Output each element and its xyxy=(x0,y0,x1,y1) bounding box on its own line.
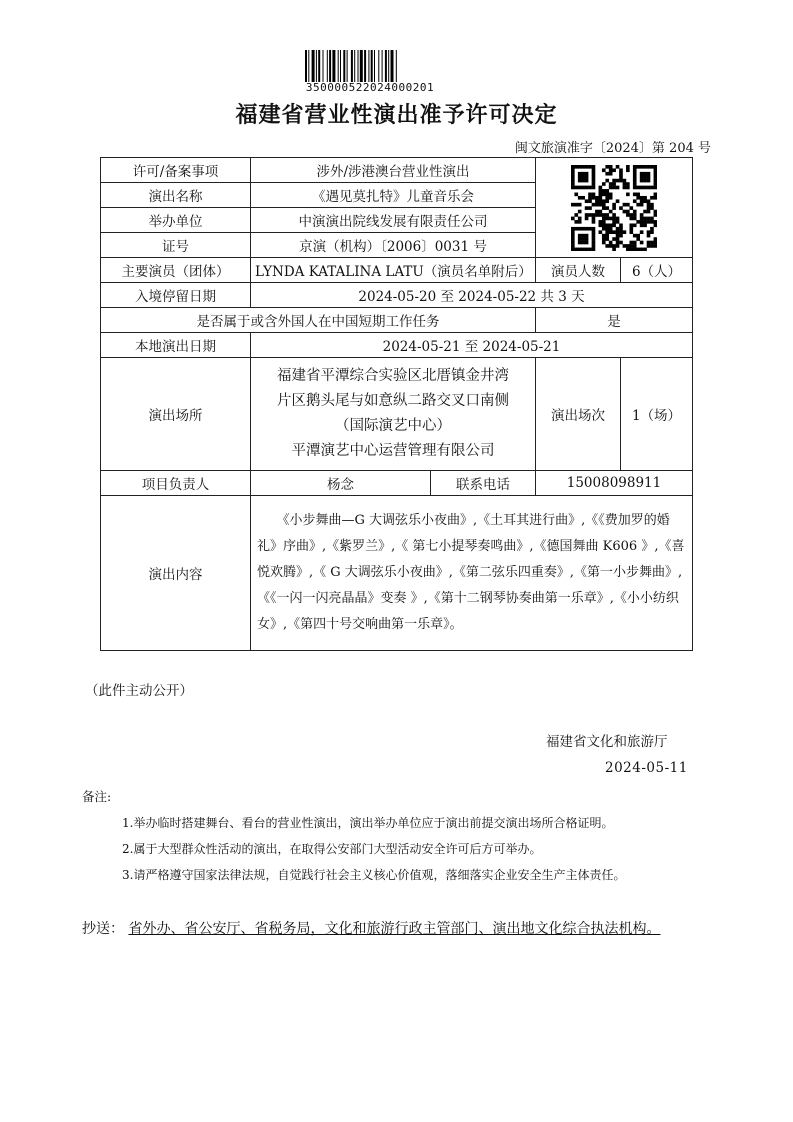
row-short-term xyxy=(101,308,693,333)
permit-table xyxy=(100,157,693,651)
venue-line: 片区鹅头尾与如意纵二路交叉口南侧 xyxy=(277,393,509,409)
venue-line: （国际演艺中心） xyxy=(335,418,451,434)
short-term-answer: 是 xyxy=(536,308,693,333)
short-term-question: 是否属于或含外国人在中国短期工作任务 xyxy=(101,308,536,333)
row-stay-dates xyxy=(101,283,693,308)
show-name-value: 《遇见莫扎特》儿童音乐会 xyxy=(251,183,536,208)
venue-value xyxy=(251,358,536,471)
sessions-value: 1（场） xyxy=(621,358,693,471)
organizer-value: 中演演出院线发展有限责任公司 xyxy=(251,208,536,233)
manager-label: 项目负责人 xyxy=(101,471,251,496)
local-dates-label: 本地演出日期 xyxy=(101,333,251,358)
show-name-label: 演出名称 xyxy=(101,183,251,208)
document-title: 福建省营业性演出准予许可决定 xyxy=(235,103,558,128)
note-item: 2.属于大型群众性活动的演出，在取得公安部门大型活动安全许可后方可举办。 xyxy=(122,842,542,856)
row-local-dates xyxy=(101,333,693,358)
venue-line: 平潭演艺中心运营管理有限公司 xyxy=(291,443,495,459)
certificate-value: 京演（机构）〔2006〕0031 号 xyxy=(251,233,536,258)
phone-label: 联系电话 xyxy=(431,471,536,496)
performer-count-value: 6（人） xyxy=(621,258,693,283)
stay-dates-label: 入境停留日期 xyxy=(101,283,251,308)
performers-value: LYNDA KATALINA LATU（演员名单附后） xyxy=(251,258,536,283)
performers-label: 主要演员（团体） xyxy=(101,258,251,283)
content-label: 演出内容 xyxy=(101,496,251,651)
notes-label: 备注: xyxy=(82,789,112,804)
content-value: 《小步舞曲—G 大调弦乐小夜曲》,《土耳其进行曲》,《《费加罗的婚礼》序曲》,《紫罗兰》,《 第七小提琴奏鸣曲》,《德国舞曲 K606 》,《喜悦欢腾》,《 G 大调弦乐小夜曲》,《第二弦乐四重奏》,《第一小步舞曲》,《《一闪一闪亮晶晶》变奏 》,《第十二钢琴协奏曲第一乐章》,《小小纺织女》,《第四十号交响曲第一乐章》。 xyxy=(251,496,693,651)
row-content xyxy=(101,496,693,651)
performer-count-label: 演员人数 xyxy=(536,258,621,283)
note-item: 1.举办临时搭建舞台、看台的营业性演出，演出举办单位应于演出前提交演出场所合格证明。 xyxy=(122,816,614,830)
license-type-value: 涉外/涉港澳台营业性演出 xyxy=(251,158,536,183)
issue-date: 2024-05-11 xyxy=(605,760,688,776)
license-type-label: 许可/备案事项 xyxy=(101,158,251,183)
cc-block xyxy=(82,917,714,941)
qr-code-icon xyxy=(571,165,657,251)
row-license-type xyxy=(101,158,693,183)
cc-value: 省外办、省公安厅、省税务局，文化和旅游行政主管部门、演出地文化综合执法机构。 xyxy=(128,921,661,937)
certificate-label: 证号 xyxy=(101,233,251,258)
barcode-number: 350000522024000201 xyxy=(305,81,435,94)
barcode xyxy=(305,50,435,82)
venue-label: 演出场所 xyxy=(101,358,251,471)
public-note: （此件主动公开） xyxy=(85,683,193,699)
qr-cell xyxy=(536,158,693,258)
sessions-label: 演出场次 xyxy=(536,358,621,471)
document-number: 闽文旅演准字〔2024〕第 204 号 xyxy=(514,141,711,156)
issuer: 福建省文化和旅游厅 xyxy=(546,734,668,750)
stay-dates-value: 2024-05-20 至 2024-05-22 共 3 天 xyxy=(251,283,693,308)
note-item: 3.请严格遵守国家法律法规，自觉践行社会主义核心价值观，落细落实企业安全生产主体责任。 xyxy=(122,868,626,882)
row-performers xyxy=(101,258,693,283)
organizer-label: 举办单位 xyxy=(101,208,251,233)
row-manager xyxy=(101,471,693,496)
row-venue xyxy=(101,358,693,471)
cc-label: 抄送： xyxy=(82,921,124,937)
phone-value: 15008098911 xyxy=(536,471,693,496)
manager-value: 杨念 xyxy=(251,471,431,496)
venue-line: 福建省平潭综合实验区北厝镇金井湾 xyxy=(277,368,509,384)
local-dates-value: 2024-05-21 至 2024-05-21 xyxy=(251,333,693,358)
